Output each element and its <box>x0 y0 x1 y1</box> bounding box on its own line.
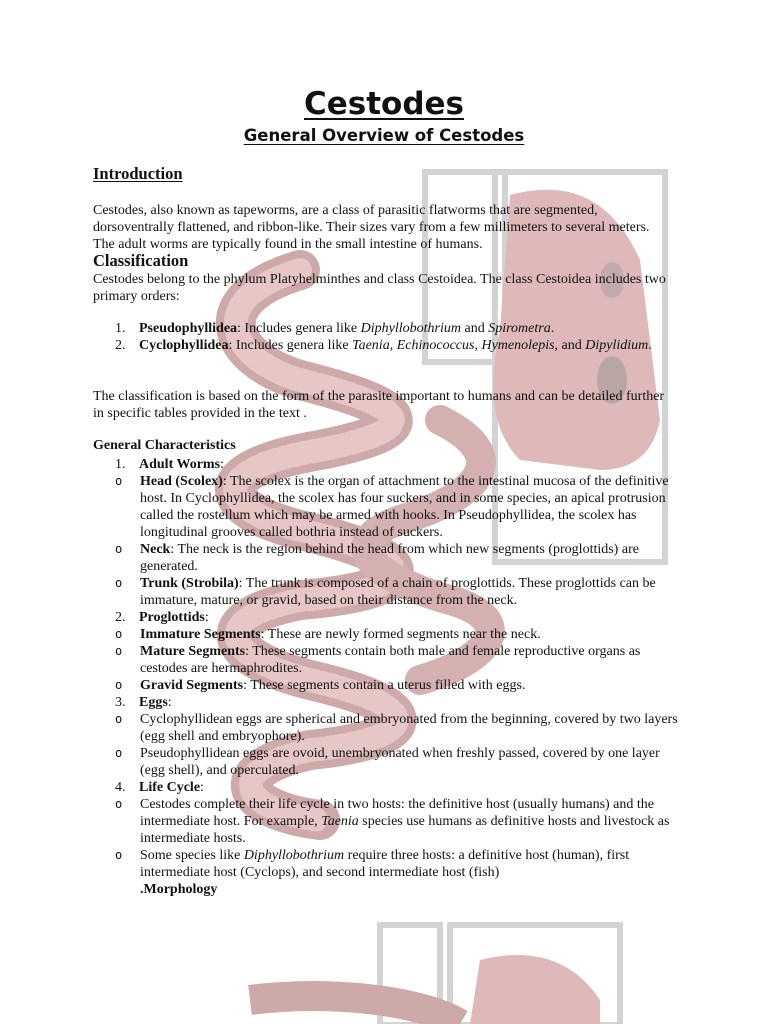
item-label: Eggs <box>139 695 168 710</box>
bullet-icon: o <box>115 644 123 658</box>
introduction-paragraph: Cestodes, also known as tapeworms, are a class of parasitic flatworms that are segmented, dorsoventrally flattened, and ribbon-like. Their sizes vary from a few millimeters to several meters. The adult worms are typically found in the small intestine of humans. <box>93 203 650 252</box>
list-item <box>93 609 683 626</box>
sub-item-text: Pseudophyllidean eggs are ovoid, unembryonated when freshly passed, covered by one layer (egg shell), and operculated. <box>140 746 660 778</box>
sub-item-label: Head (Scolex) <box>140 474 223 489</box>
genus-name: Echinococcus <box>396 338 475 353</box>
sub-item-text: : These segments contain a uterus filled with eggs. <box>243 678 526 693</box>
order-text: , <box>389 338 397 353</box>
bullet-icon: o <box>115 797 123 811</box>
sub-list-item <box>47 575 683 609</box>
sub-list-item <box>47 745 683 779</box>
genus-name: Taenia <box>352 338 390 353</box>
item-label: Proglottids <box>139 610 205 625</box>
item-colon: : <box>220 457 224 472</box>
list-number: 4. <box>115 780 126 795</box>
sub-list-item <box>47 643 683 677</box>
sub-item-text: require three hosts: a definitive host (human), first intermediate host (Cyclops), and second intermediate host (fish) <box>140 848 630 880</box>
order-text: . <box>550 321 555 336</box>
sub-item-label: Neck <box>140 542 171 557</box>
order-name: Cyclophyllidea <box>139 338 229 353</box>
classification-heading: Classification <box>93 251 189 270</box>
general-characteristics-heading: General Characteristics <box>93 438 236 453</box>
list-number: 2. <box>115 338 126 353</box>
genus-name: Diphyllobothrium <box>243 848 345 863</box>
list-number: 2. <box>115 610 126 625</box>
page-subtitle: General Overview of Cestodes <box>243 126 525 145</box>
item-label: Life Cycle <box>139 780 201 795</box>
sub-item-text: Some species like <box>140 848 244 863</box>
item-colon: : <box>200 780 204 795</box>
page-title: Cestodes <box>303 86 464 122</box>
sub-item-label: Trunk (Strobila) <box>140 576 239 591</box>
sub-item-text: species use humans as definitive hosts and livestock as intermediate hosts. <box>140 814 670 846</box>
genus-name: Spirometra <box>488 321 551 336</box>
genus-name: Taenia <box>321 814 359 829</box>
sub-item-text: : These segments contain both male and female reproductive organs as cestodes are hermaphrodites. <box>140 644 641 676</box>
bullet-icon: o <box>115 542 123 556</box>
introduction-heading: Introduction <box>93 164 183 183</box>
sub-list-item <box>47 541 683 575</box>
bullet-icon: o <box>115 678 123 692</box>
order-text: , and <box>554 338 586 353</box>
list-number: 1. <box>115 321 126 336</box>
orders-list <box>93 320 668 354</box>
list-number: 3. <box>115 695 126 710</box>
sub-item-text: : The neck is the region behind the head from which new segments (proglottids) are generated. <box>140 542 639 574</box>
genus-name: Dipylidium <box>585 338 649 353</box>
sub-item-text: Cestodes complete their life cycle in two hosts: the definitive host (usually humans) and the intermediate host. For example, <box>140 797 654 829</box>
sub-list-item <box>47 677 683 694</box>
bullet-icon: o <box>115 576 123 590</box>
list-item <box>93 456 683 473</box>
order-text: : Includes genera like <box>228 338 353 353</box>
bullet-icon: o <box>115 746 123 760</box>
sub-list-item <box>47 711 683 745</box>
sub-item-label: Mature Segments <box>140 644 246 659</box>
genus-name: Diphyllobothrium <box>360 321 461 336</box>
sub-item-text: Cyclophyllidean eggs are spherical and embryonated from the beginning, covered by two layers (egg shell and embryophore). <box>140 712 678 744</box>
order-text: , <box>474 338 482 353</box>
classification-basis-paragraph: The classification is based on the form of the parasite important to humans and can be detailed further in specific tables provided in the text . <box>93 389 665 421</box>
item-label: Adult Worms <box>139 457 221 472</box>
sub-list-item <box>47 626 683 643</box>
item-colon: : <box>167 695 172 710</box>
genus-name: Hymenolepis <box>481 338 555 353</box>
sub-item-label: Gravid Segments <box>140 678 244 693</box>
list-item <box>93 779 683 796</box>
order-text: . <box>648 338 652 353</box>
sub-item-text: : These are newly formed segments near the neck. <box>260 627 541 642</box>
bullet-icon: o <box>115 474 123 488</box>
sub-list-item <box>47 847 683 898</box>
item-colon: : <box>204 610 209 625</box>
list-number: 1. <box>115 457 126 472</box>
characteristics-list <box>93 456 683 898</box>
list-item <box>93 337 668 354</box>
sub-item-text: : The scolex is the organ of attachment to the intestinal mucosa of the definitive host. In Cyclophyllidea, the scolex has four suckers, and in some species, an apical protrusion called the rostellum which may be armed with hooks. In Pseudophyllidea, the scolex has longitudinal grooves called bothria instead of suckers. <box>140 474 669 540</box>
list-item <box>93 694 683 711</box>
sub-list-item <box>47 796 683 847</box>
bullet-icon: o <box>115 627 123 641</box>
sub-list-item <box>47 473 683 541</box>
bullet-icon: o <box>115 712 123 726</box>
classification-paragraph: Cestodes belong to the phylum Platyhelminthes and class Cestoidea. The class Cestoidea includes two primary orders: <box>93 272 666 304</box>
sub-item-label: Immature Segments <box>140 627 261 642</box>
order-name: Pseudophyllidea <box>139 321 238 336</box>
order-text: and <box>461 321 489 336</box>
order-text: : Includes genera like <box>237 321 361 336</box>
morphology-heading: .Morphology <box>140 882 218 897</box>
sub-item-text: : The trunk is composed of a chain of proglottids. These proglottids can be immature, mature, or gravid, based on their distance from the neck. <box>140 576 656 608</box>
bullet-icon: o <box>115 848 123 862</box>
list-item <box>93 320 668 337</box>
